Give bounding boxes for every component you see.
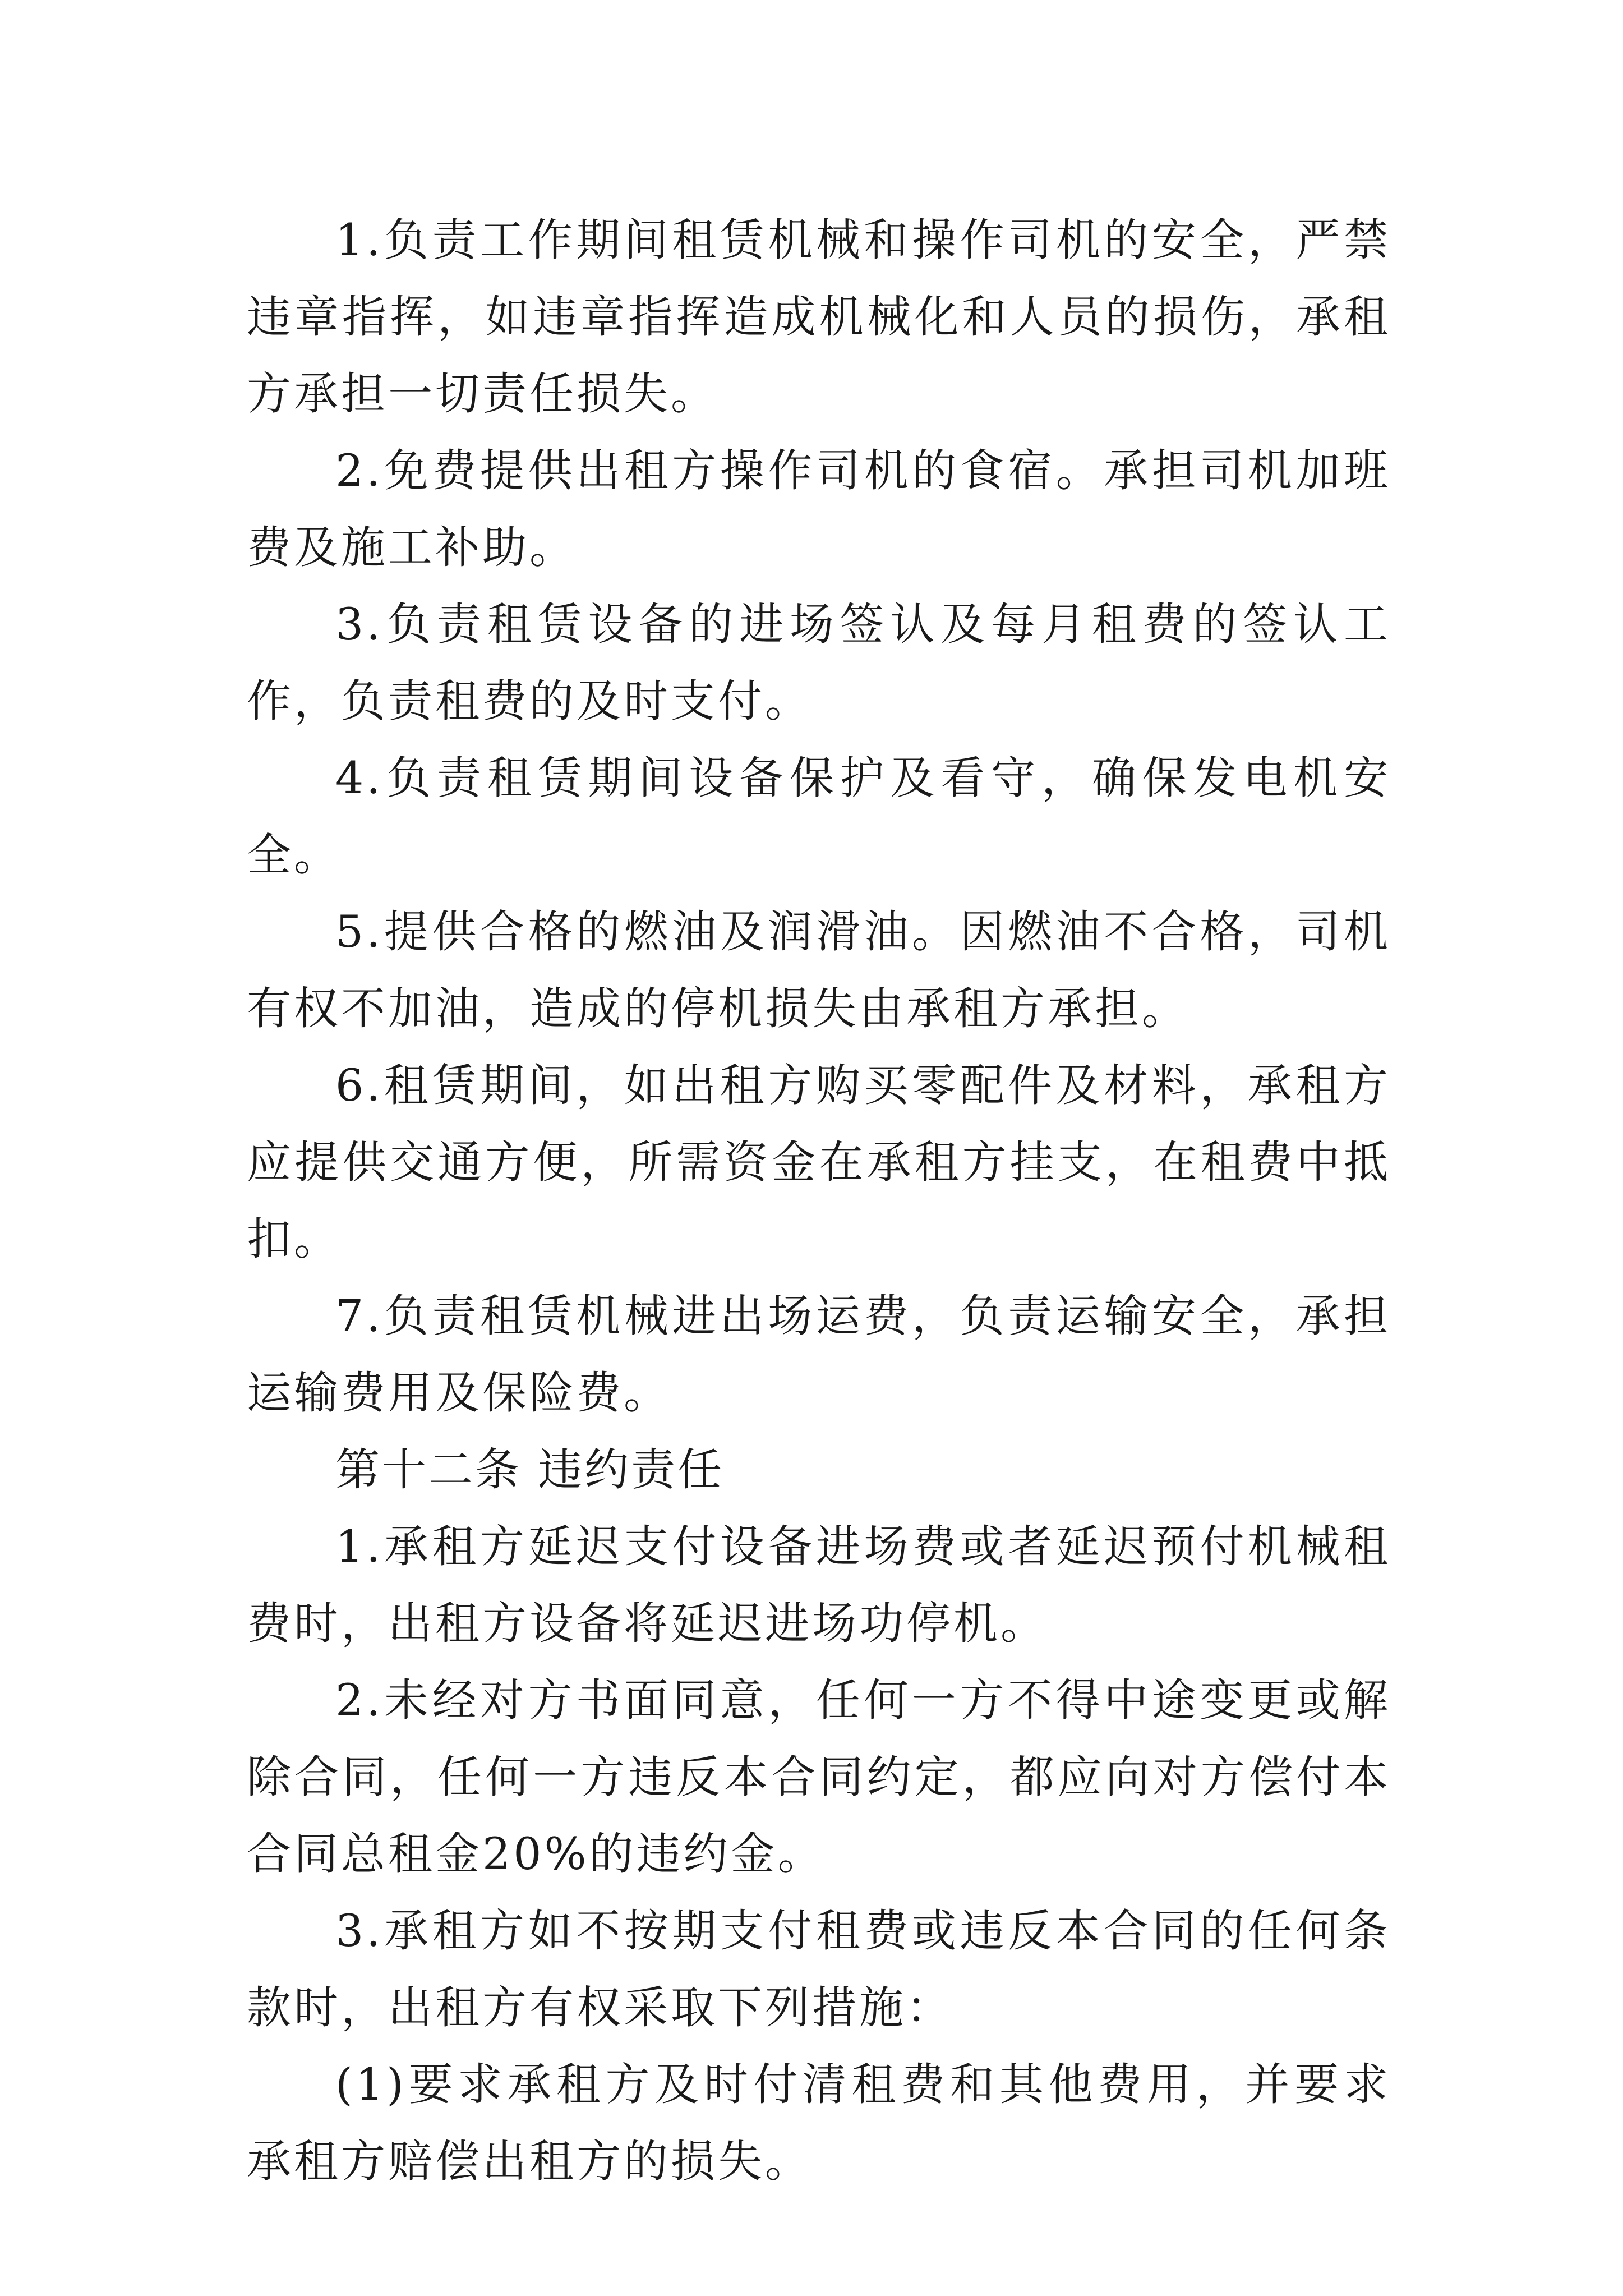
paragraph-lessee-duty-5: 5.提供合格的燃油及润滑油。因燃油不合格，司机有权不加油，造成的停机损失由承租方承担。	[247, 906, 1391, 1034]
paragraph-lessee-duty-2: 2.免费提供出租方操作司机的食宿。承担司机加班费及施工补助。	[247, 445, 1391, 573]
paragraph-lessee-duty-7: 7.负责租赁机械进出场运费，负责运输安全，承担运输费用及保险费。	[247, 1290, 1391, 1419]
article-12-heading: 第十二条 违约责任	[335, 1444, 725, 1496]
paragraph-breach-3: 3.承租方如不按期支付租费或违反本合同的任何条款时，出租方有权采取下列措施：	[247, 1905, 1391, 2033]
paragraph-lessee-duty-1: 1.负责工作期间租赁机械和操作司机的安全，严禁违章指挥，如违章指挥造成机械化和人员的损伤，承租方承担一切责任损失。	[247, 214, 1391, 420]
paragraph-breach-3-item-1: (1)要求承租方及时付清租费和其他费用，并要求承租方赔偿出租方的损失。	[247, 2059, 1391, 2187]
paragraph-lessee-duty-6: 6.租赁期间，如出租方购买零配件及材料，承租方应提供交通方便，所需资金在承租方挂支，在租费中抵扣。	[247, 1060, 1391, 1265]
paragraph-lessee-duty-3: 3.负责租赁设备的进场签认及每月租费的签认工作，负责租费的及时支付。	[247, 599, 1391, 727]
paragraph-breach-1: 1.承租方延迟支付设备进场费或者延迟预付机械租费时，出租方设备将延迟进场功停机。	[247, 1521, 1391, 1649]
paragraph-lessee-duty-4: 4.负责租赁期间设备保护及看守，确保发电机安全。	[247, 752, 1391, 881]
document-body	[247, 202, 1391, 2200]
paragraph-breach-2: 2.未经对方书面同意，任何一方不得中途变更或解除合同，任何一方违反本合同约定，都应向对方偿付本合同总租金20%的违约金。	[247, 1674, 1391, 1880]
